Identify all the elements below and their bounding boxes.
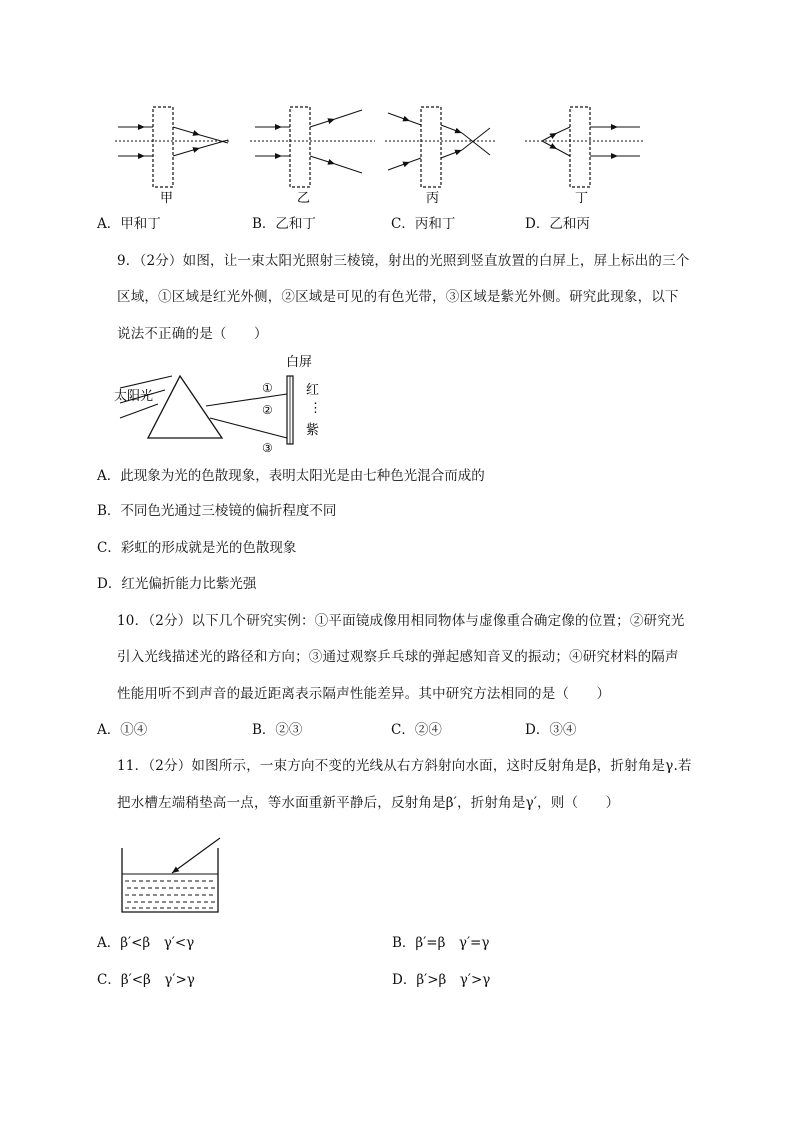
violet-label: 紫 <box>306 423 320 438</box>
q8-option-d[interactable]: D．乙和丙 <box>525 216 590 232</box>
q9-option-d[interactable]: D．红光偏折能力比紫光强 <box>97 576 257 592</box>
q10-option-a[interactable]: A．①④ <box>97 722 148 738</box>
red-label: 红 <box>306 383 320 398</box>
diagram-bing <box>385 107 495 187</box>
prism-dispersion-figure <box>110 348 340 460</box>
q11-option-c[interactable]: C．β′<β γ′>γ <box>97 972 195 988</box>
q9-option-c[interactable]: C．彩虹的形成就是光的色散现象 <box>97 540 297 556</box>
q11-option-d[interactable]: D．β′>β γ′>γ <box>392 972 491 988</box>
q9-stem-line-1: 9．（2分）如图，让一束太阳光照射三棱镜，射出的光照到竖直放置的白屏上，屏上标出的三个 <box>117 253 690 269</box>
region-2-label: ② <box>262 403 273 417</box>
diagram-ding <box>525 107 645 187</box>
q8-option-c[interactable]: C．丙和丁 <box>391 216 456 232</box>
q10-option-c[interactable]: C．②④ <box>391 722 442 738</box>
q9-stem-line-2: 区域，①区域是红光外侧，②区域是可见的有色光带，③区域是紫光外侧。研究此现象，以下 <box>117 289 679 305</box>
figure-label-ding: 丁 <box>575 191 589 206</box>
q10-option-b[interactable]: B．②③ <box>252 722 303 738</box>
lens-diagrams-figure <box>110 95 650 210</box>
q11-option-b[interactable]: B．β′=β γ′=γ <box>392 935 490 951</box>
q8-option-a[interactable]: A．甲和丁 <box>97 216 161 232</box>
water-tank-figure <box>112 830 227 920</box>
q9-option-b[interactable]: B．不同色光通过三棱镜的偏折程度不同 <box>97 503 337 519</box>
diagram-jia <box>115 107 230 187</box>
q9-option-a[interactable]: A．此现象为光的色散现象，表明太阳光是由七种色光混合而成的 <box>97 468 485 484</box>
water-body <box>125 881 216 908</box>
prism-shape <box>148 376 222 438</box>
diagram-yi <box>250 107 375 187</box>
figure-label-bing: 丙 <box>426 191 440 206</box>
q10-stem-line-2: 引入光线描述光的路径和方向；③通过观察乒乓球的弹起感知音叉的振动；④研究材料的隔声 <box>117 649 679 665</box>
dots-label: ⋮ <box>309 401 322 416</box>
q10-stem-line-3: 性能用听不到声音的最近距离表示隔声性能差异。其中研究方法相同的是（ ） <box>117 686 611 702</box>
region-1-label: ① <box>262 381 273 395</box>
q10-stem-line-1: 10．（2分）以下几个研究实例：①平面镜成像用相同物体与虚像重合确定像的位置；②研究光 <box>117 613 685 629</box>
q9-stem-line-3: 说法不正确的是（ ） <box>117 326 268 342</box>
q11-stem-line-1: 11．（2分）如图所示，一束方向不变的光线从右方斜射向水面，这时反射角是β，折射角是γ.若 <box>117 758 692 774</box>
q11-option-a[interactable]: A．β′<β γ′<γ <box>97 935 195 951</box>
incident-ray <box>172 838 220 873</box>
q11-stem-line-2: 把水槽左端稍垫高一点，等水面重新平静后，反射角是β′，折射角是γ′，则（ ） <box>117 795 620 811</box>
figure-label-yi: 乙 <box>297 191 311 206</box>
figure-label-jia: 甲 <box>160 191 174 206</box>
region-3-label: ③ <box>262 441 273 455</box>
q10-option-d[interactable]: D．③④ <box>525 722 577 738</box>
sunlight-label: 太阳光 <box>114 389 154 404</box>
screen-label: 白屏 <box>286 355 313 370</box>
q8-option-b[interactable]: B．乙和丁 <box>252 216 316 232</box>
